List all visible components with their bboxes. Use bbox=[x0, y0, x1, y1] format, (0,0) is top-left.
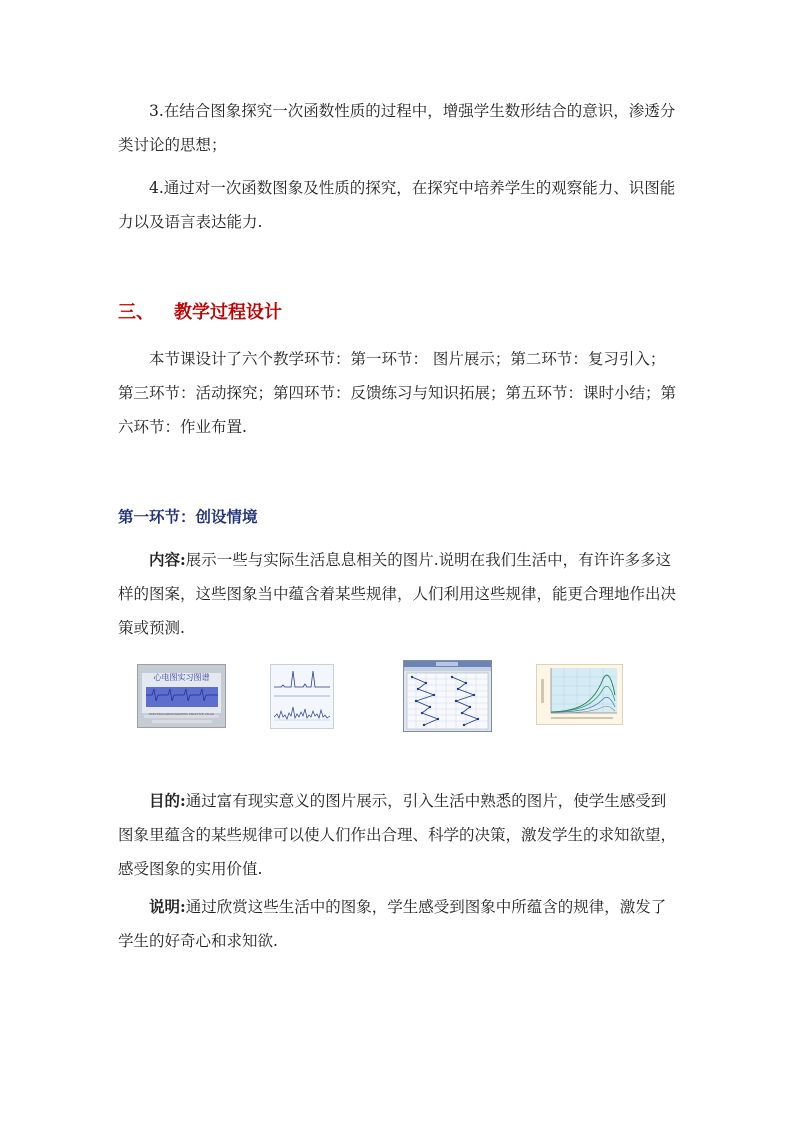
waveform-graphic bbox=[271, 665, 333, 728]
note-label: 说明: bbox=[149, 897, 186, 916]
ecg-atlas-cover-image bbox=[137, 664, 226, 728]
note-text: 通过欣赏这些生活中的图象，学生感受到图象中所蕴含的规律，激发了学生的好奇心和求知欲. bbox=[118, 898, 667, 950]
ecg-cover-title: 心电图实习图谱 bbox=[153, 673, 210, 682]
growth-curves-graphic bbox=[537, 665, 622, 724]
step1-purpose bbox=[118, 784, 680, 886]
section-intro: 本节课设计了六个教学环节：第一环节： 图片展示；第二环节：复习引入；第三环节：活动探究；第四环节：反馈练习与知识拓展；第五环节：课时小结；第六环节：作业布置. bbox=[118, 350, 677, 436]
objective-4: 4.通过对一次函数图象及性质的探究，在探究中培养学生的观察能力、识图能力以及语言表达能力. bbox=[118, 179, 676, 231]
grid-chart-image bbox=[403, 660, 492, 732]
objective-3: 3.在结合图象探究一次函数性质的过程中，增强学生数形结合的意识，渗透分类讨论的思想； bbox=[118, 102, 676, 154]
section-heading bbox=[118, 298, 282, 324]
step1-content bbox=[118, 543, 680, 645]
ecg-cover-subtitle: ELECTROCARDIOGRAPHIC PRACTICE ATLAS bbox=[149, 712, 214, 716]
content-text: 展示一些与实际生活息息相关的图片.说明在我们生活中，有许许多多这样的图案，这些图象当中蕴含着某些规律，人们利用这些规律，能更合理地作出决策或预测. bbox=[118, 551, 677, 637]
purpose-label: 目的: bbox=[149, 791, 186, 810]
grid-chart-graphic bbox=[404, 661, 491, 731]
waveform-traces-image bbox=[270, 664, 334, 729]
purpose-text: 通过富有现实意义的图片展示，引入生活中熟悉的图片，使学生感受到图象里蕴含的某些规律可以使人们作出合理、科学的决策，激发学生的求知欲望，感受图象的实用价值. bbox=[118, 792, 677, 878]
section-number: 三、 bbox=[118, 302, 154, 323]
growth-curves-image bbox=[536, 664, 623, 725]
step1-note bbox=[118, 890, 680, 958]
step1-heading: 第一环节：创设情境 bbox=[118, 507, 258, 526]
section-title: 教学过程设计 bbox=[174, 302, 282, 323]
content-label: 内容: bbox=[149, 550, 186, 569]
